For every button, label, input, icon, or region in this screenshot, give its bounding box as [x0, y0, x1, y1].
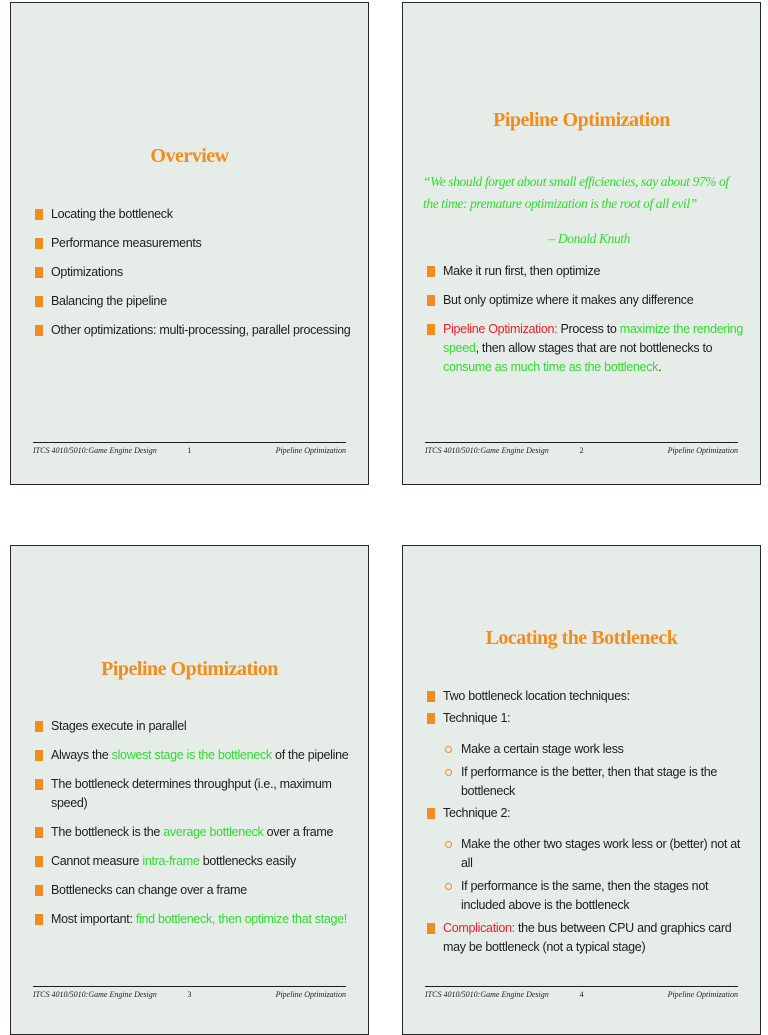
bullet-item: Two bottleneck location techniques:: [427, 687, 746, 706]
slide-title: Locating the Bottleneck: [485, 627, 678, 649]
slide-title: Pipeline Optimization: [101, 658, 278, 680]
page-number: 2: [579, 446, 584, 455]
text-span: the bus between CPU and graphics card may be bottleneck (not a typical stage): [443, 921, 732, 954]
footer-topic: Pipeline Optimization: [667, 990, 738, 999]
bullet-item: Balancing the pipeline: [35, 292, 354, 311]
slide-2: [402, 2, 761, 485]
highlight-text: maximize the rendering speed: [443, 322, 744, 355]
bullet-item: Performance measurements: [35, 234, 354, 253]
text-span: Process to: [557, 322, 620, 336]
bullet-item: Optimizations: [35, 263, 354, 282]
text-span: Most important:: [51, 912, 136, 926]
text-span: Always the: [51, 748, 112, 762]
text-span: , then allow stages that are not bottlenecks to: [475, 341, 713, 355]
footer-course: ITCS 4010/5010:Game Engine Design: [425, 990, 549, 999]
slide-title: Overview: [150, 145, 229, 167]
highlight-text: intra-frame: [142, 854, 200, 868]
slide-title: Pipeline Optimization: [493, 109, 670, 131]
slide-footer: [33, 442, 346, 455]
footer-topic: Pipeline Optimization: [275, 990, 346, 999]
quote: “We should forget about small efficiencies, say about 97% of the time: premature optimization is the root of all evil”: [423, 174, 729, 211]
bullet-list: [35, 717, 354, 929]
text-span: bottlenecks easily: [199, 854, 296, 868]
highlight-text: consume as much time as the bottleneck: [443, 360, 659, 374]
text-span: of the pipeline: [271, 748, 349, 762]
footer-topic: Pipeline Optimization: [667, 446, 738, 455]
slide-1: [10, 2, 369, 485]
bullet-item: Other optimizations: multi-processing, parallel processing: [35, 321, 354, 340]
bullet-list: [427, 687, 746, 957]
slide-3: [10, 545, 369, 1035]
bullet-list: [35, 205, 354, 340]
bullet-item: [35, 746, 354, 765]
footer-topic: Pipeline Optimization: [275, 446, 346, 455]
bullet-item: But only optimize where it makes any difference: [427, 291, 746, 310]
slide-footer: [33, 986, 346, 999]
text-span: over a frame: [263, 825, 334, 839]
page-number: 1: [187, 446, 192, 455]
page-number: 3: [187, 990, 192, 999]
highlight-text: find bottleneck, then optimize that stage!: [135, 912, 347, 926]
footer-course: ITCS 4010/5010:Game Engine Design: [33, 446, 157, 455]
page-number: 4: [579, 990, 584, 999]
slide-4: [402, 545, 761, 1035]
bullet-item: [35, 852, 354, 871]
bullet-item: [35, 910, 354, 929]
term-label: Pipeline Optimization:: [443, 322, 558, 336]
text-span: Cannot measure: [51, 854, 143, 868]
sub-bullet-item: Make a certain stage work less: [427, 740, 746, 759]
sub-bullet-item: If performance is the better, then that stage is the bottleneck: [427, 763, 746, 801]
sub-bullet-item: Make the other two stages work less or (better) not at all: [427, 835, 746, 873]
bullet-item: [427, 320, 746, 377]
bullet-item: Locating the bottleneck: [35, 205, 354, 224]
footer-course: ITCS 4010/5010:Game Engine Design: [425, 446, 549, 455]
text-span: The bottleneck is the: [51, 825, 164, 839]
bullet-item: [35, 823, 354, 842]
quote-author: – Donald Knuth: [548, 231, 630, 246]
technique-1-label: Technique 1:: [427, 709, 746, 728]
bullet-list: [427, 262, 746, 377]
term-label: Complication:: [443, 921, 515, 935]
highlight-text: average bottleneck: [163, 825, 264, 839]
bullet-item: [427, 919, 746, 957]
slide-footer: [425, 986, 738, 999]
technique-2-label: Technique 2:: [427, 804, 746, 823]
sub-bullet-item: If performance is the same, then the stages not included above is the bottleneck: [427, 877, 746, 915]
bullet-item: The bottleneck determines throughput (i.e., maximum speed): [35, 775, 354, 813]
footer-course: ITCS 4010/5010:Game Engine Design: [33, 990, 157, 999]
bullet-item: Bottlenecks can change over a frame: [35, 881, 354, 900]
slide-footer: [425, 442, 738, 455]
bullet-item: Make it run first, then optimize: [427, 262, 746, 281]
text-span: .: [658, 360, 662, 374]
bullet-item: Stages execute in parallel: [35, 717, 354, 736]
highlight-text: slowest stage is the bottleneck: [111, 748, 272, 762]
